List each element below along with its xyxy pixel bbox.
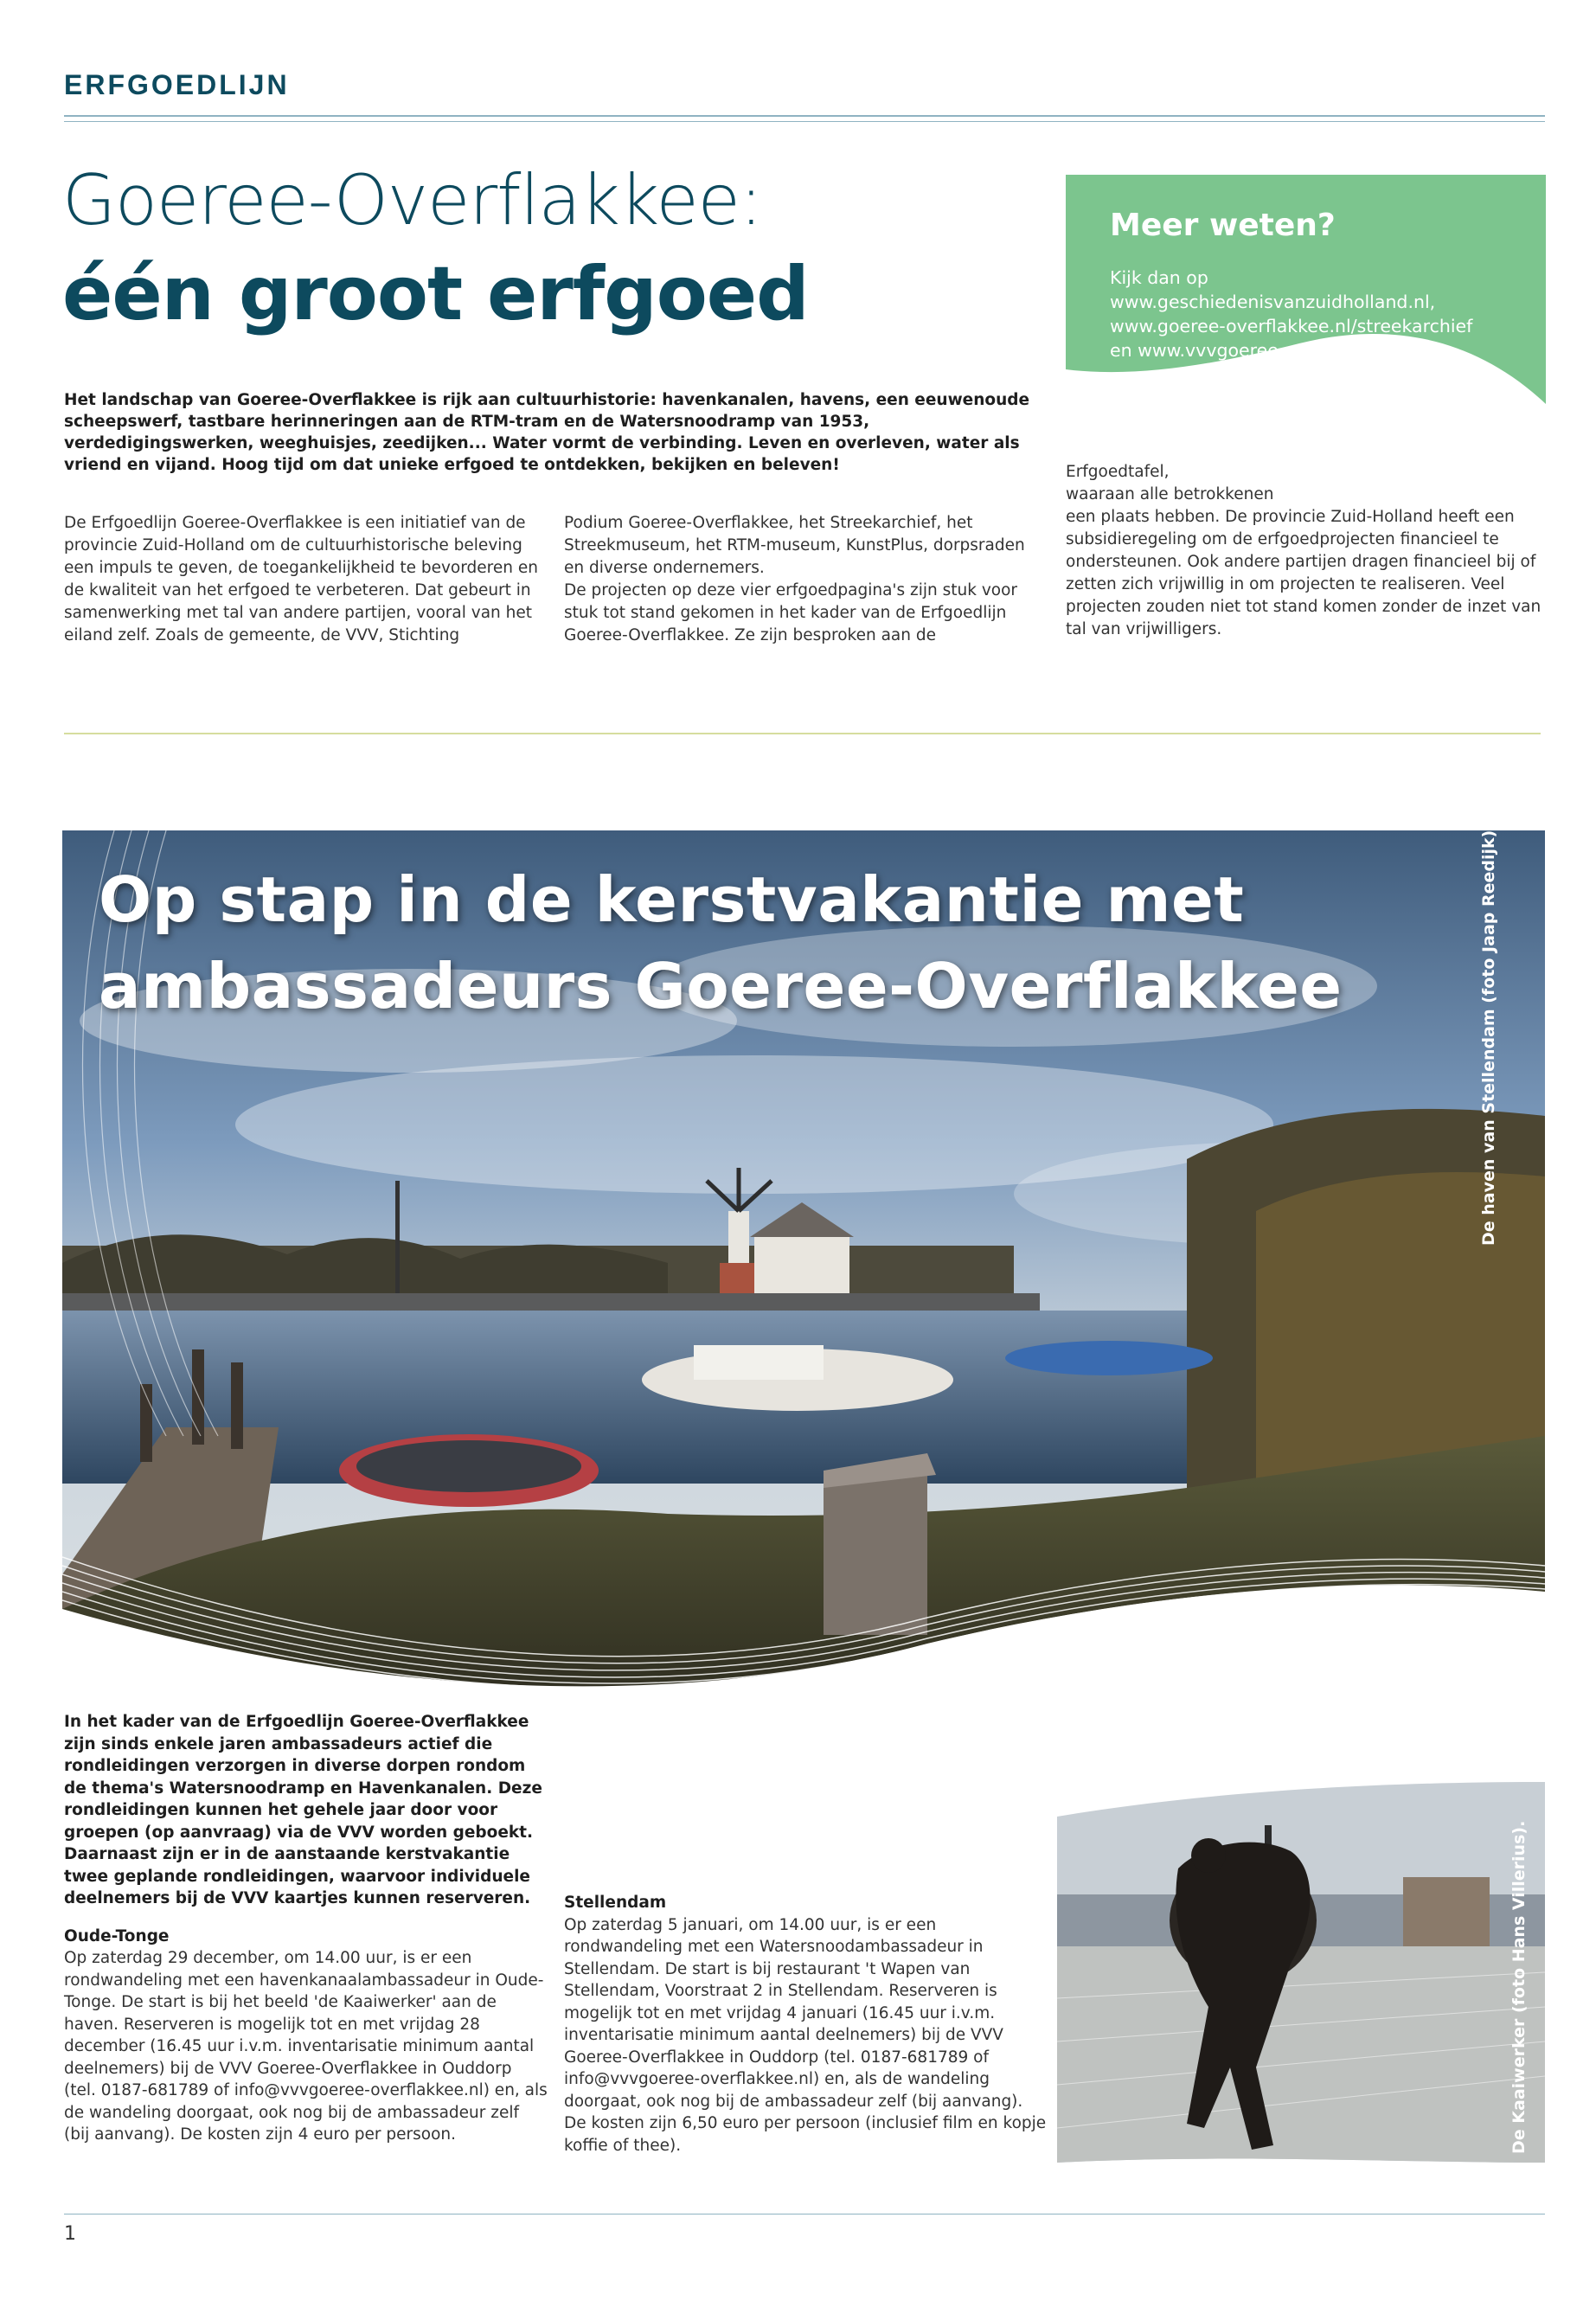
subhead-oude-tonge: Oude-Tonge [64, 1926, 170, 1945]
oude-tonge-text: Op zaterdag 29 december, om 14.00 uur, is er een rondwandeling met een havenkanaalambassadeur in Oude-Tonge. De start is bij het beeld 'de Kaaiwerker' aan de haven. Reserveren is mogelijk tot en met vrijdag 28 december (16.45 uur i.v.m. inventarisatie minimum aantal deelnemers) bij de VVV Goeree-Overflakkee in Ouddorp (tel. 0187-681789 of info@vvvgoeree-overflakkee.nl) en, als de wandeling doorgaat, ook nog bij de ambassadeur zelf (bij aanvang). De kosten zijn 4 euro per persoon. [64, 1949, 548, 2144]
feature-title-line1: Op stap in de kerstvakantie met [99, 863, 1245, 936]
article-column-1: De Erfgoedlijn Goeree-Overflakkee is een initiatief van de provincie Zuid-Holland om de cultuurhistorische beleving een impuls te geven, de toegankelijkheid te bevorderen en de kwaliteit van het erfgoed te verbeteren. Dat gebeurt in samenwerking met tal van andere partijen, vooral van het eiland zelf. Zoals de gemeente, de VVV, Stichting [64, 514, 538, 644]
feature-intro: In het kader van de Erfgoedlijn Goeree-Overflakkee zijn sinds enkele jaren ambassadeurs actief die rondleidingen verzorgen in diverse dorpen rondom de thema's Watersnoodramp en Havenkanalen. Deze rondleidingen kunnen het gehele jaar door voor groepen (op aanvraag) via de VVV worden geboekt. Daarnaast zijn er in de aanstaande kerstvakantie twee geplande rondleidingen, waarvoor individuele deelnemers bij de VVV kaartjes kunnen reserveren. [64, 1713, 542, 1907]
photo-credit-sculpture: De Kaaiwerker (foto Hans Villerius). [1509, 1820, 1529, 2154]
article-column-2: Podium Goeree-Overflakkee, het Streekarchief, het Streekmuseum, het RTM-museum, KunstPlus, dorpsraden en diverse ondernemers. De projecten op deze vier erfgoedpagina's zijn stuk voor stuk tot stand gekomen in het kader van de Erfgoedlijn Goeree-Overflakkee. Ze zijn besproken aan de [564, 514, 1025, 644]
info-box-text: Kijk dan op www.geschiedenisvanzuidholland.nl, www.goeree-overflakkee.nl/streekarchief en www.vvvgoeree-overflakkee.nl. [1110, 267, 1473, 361]
feature-title [99, 856, 1396, 1029]
kaaiwerker-photo [1057, 1782, 1545, 2163]
header-rule [64, 115, 1545, 117]
feature-title-line2: ambassadeurs Goeree-Overflakkee [99, 950, 1343, 1022]
article-intro: Het landschap van Goeree-Overflakkee is rijk aan cultuurhistorie: havenkanalen, havens, een eeuwenoude scheepswerf, tastbare herinneringen aan de RTM-tram en de Watersnoodramp van 1953, verdedigingswerken, weeghuisjes, zeedijken... Water vormt de verbinding. Leven en overleven, water als vriend en vijand. Hoog tijd om dat unieke erfgoed te ontdekken, bekijken en beleven! [64, 391, 1030, 474]
photo-credit-harbour: De haven van Stellendam (foto Jaap Reedijk). [1479, 824, 1498, 1246]
header-rule-thin [64, 121, 1545, 122]
stellendam-text: Op zaterdag 5 januari, om 14.00 uur, is er een rondwandeling met een Watersnoodambassadeur in Stellendam. De start is bij restaurant 't Wapen van Stellendam, Voorstraat 2 in Stellendam. Reserveren is mogelijk tot en met vrijdag 4 januari (16.45 uur i.v.m. inventarisatie minimum aantal deelnemers) bij de VVV Goeree-Overflakkee in Ouddorp (tel. 0187-681789 of info@vvvgoeree-overflakkee.nl) en, als de wandeling doorgaat, ook nog bij de ambassadeur zelf (bij aanvang). De kosten zijn 6,50 euro per persoon (inclusief film en kopje koffie of thee). [564, 1915, 1047, 2155]
page-number: 1 [64, 2223, 76, 2245]
article-title-line2: één groot erfgoed [62, 251, 809, 337]
feature-column-1 [64, 1711, 548, 2146]
article-column-3: Erfgoedtafel, waaraan alle betrokkenen een plaats hebben. De provincie Zuid-Holland heeft een subsidieregeling om de erfgoedprojecten financieel te ondersteunen. Ook andere partijen dragen financieel bij of zetten zich vrijwillig in om projecten te realiseren. Veel projecten zouden niet tot stand komen zonder de inzet van tal van vrijwilligers. [1066, 463, 1542, 638]
info-box-title: Meer weten? [1110, 208, 1336, 243]
subhead-stellendam: Stellendam [564, 1894, 667, 1912]
feature-column-2 [564, 1892, 1048, 2157]
article-title-line1: Goeree-Overflakkee: [62, 160, 762, 240]
section-label: ERFGOEDLIJN [64, 69, 290, 100]
section-divider [64, 733, 1541, 734]
